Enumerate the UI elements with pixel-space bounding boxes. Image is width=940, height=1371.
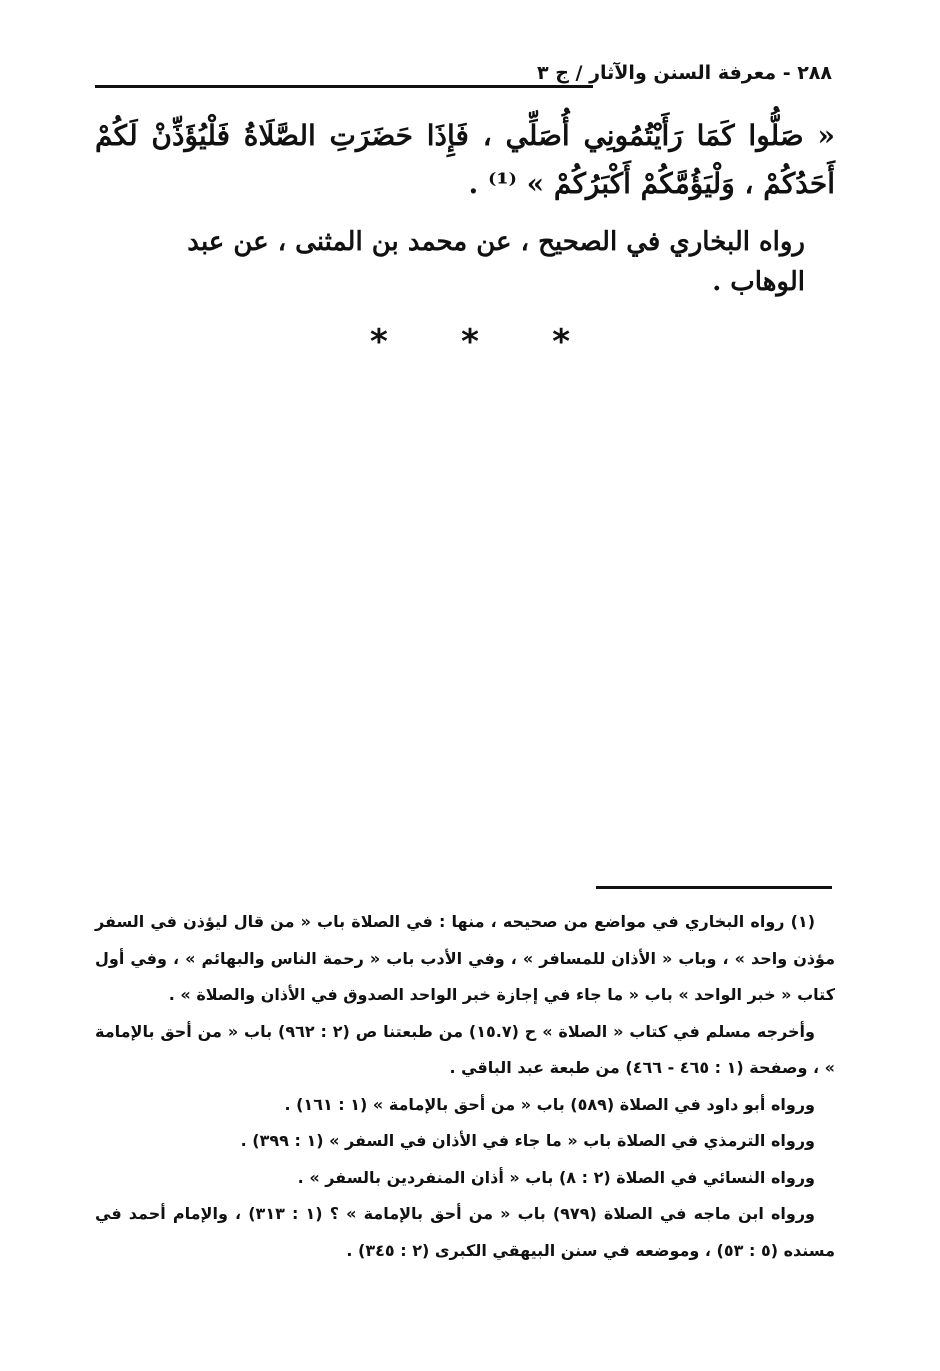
footnote-paragraph: (١) رواه البخاري في مواضع من صحيحه ، منها : في الصلاة باب « من قال ليؤذن في السفر مؤذن واحد » ، وباب « الأذان للمسافر » ، وفي الأدب باب « رحمة الناس والبهائم » ، وفي أول كتاب « خبر الواحد » باب « ما جاء في إجازة خبر الواحد الصدوق في الأذان والصلاة » . bbox=[95, 912, 835, 1004]
footnote-paragraph: ورواه النسائي في الصلاة (٢ : ٨) باب « أذان المنفردين بالسفر » . bbox=[297, 1167, 815, 1187]
separator-star: * bbox=[370, 322, 388, 362]
separator-star: * bbox=[552, 322, 570, 362]
footnote-paragraph: ورواه ابن ماجه في الصلاة (٩٧٩) باب « من أحق بالإمامة » ؟ (١ : ٣١٣) ، والإمام أحمد في مسنده (٥ : ٥٣) ، وموضعه في سنن البيهقي الكبرى (٢ : ٣٤٥) . bbox=[95, 1204, 835, 1260]
hadith-attribution: رواه البخاري في الصحيح ، عن محمد بن المثنى ، عن عبد الوهاب . bbox=[187, 227, 805, 297]
hadith-quote: « صَلُّوا كَمَا رَأَيْتُمُونِي أُصَلِّي ، فَإِذَا حَضَرَتِ الصَّلَاةُ فَلْيُؤَذِّنْ لَكُمْ أَحَدُكُمْ ، وَلْيَؤُمَّكُمْ أَكْبَرُكُمْ » ⁽¹⁾ . bbox=[95, 119, 835, 200]
footnote-paragraph: وأخرجه مسلم في كتاب « الصلاة » ح (١٥.٧) من طبعتنا ص (٢ : ٩٦٢) باب « من أحق بالإمامة » ، وصفحة (١ : ٤٦٥ - ٤٦٦) من طبعة عبد الباقي . bbox=[95, 1021, 835, 1077]
footnote-paragraph: ورواه الترمذي في الصلاة باب « ما جاء في الأذان في السفر » (١ : ٣٩٩) . bbox=[240, 1131, 815, 1150]
header-rule bbox=[95, 85, 593, 88]
footnote-paragraph: ورواه أبو داود في الصلاة (٥٨٩) باب « من أحق بالإمامة » (١ : ١٦١) . bbox=[284, 1094, 815, 1114]
running-header: ٢٨٨ - معرفة السنن والآثار / ج ٣ bbox=[536, 62, 832, 84]
section-separator bbox=[370, 322, 570, 362]
separator-star: * bbox=[461, 322, 479, 362]
footnotes bbox=[95, 904, 835, 1269]
footnote-rule bbox=[596, 886, 832, 889]
